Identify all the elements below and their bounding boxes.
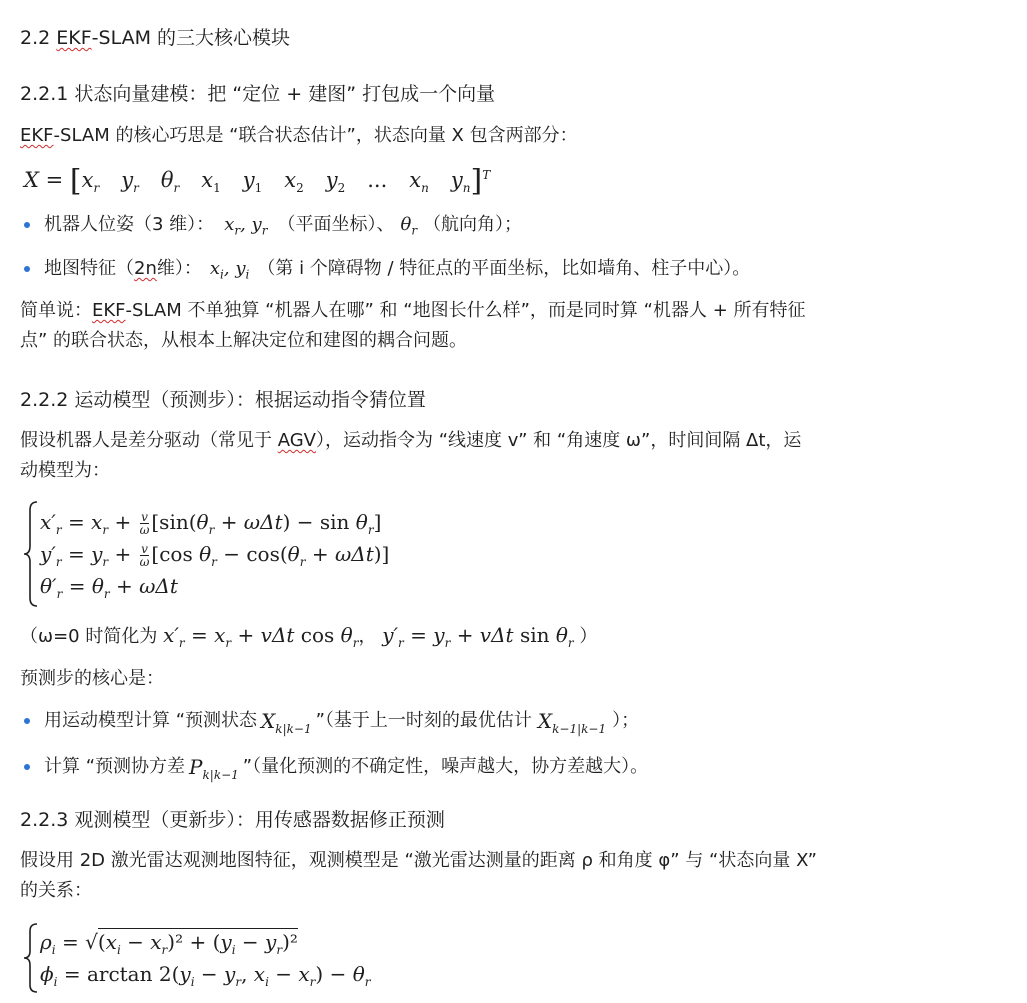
equation-rho: $\rho_i = √(x_i - x_r)^2 + (y_i - y_r)^2$	[40, 930, 298, 957]
left-brace-icon	[22, 922, 40, 994]
equation-phi: $\phi_i = \arctan 2(y_i - y_r$, $x_i - x_r) - \theta_r$	[40, 962, 371, 989]
equation-theta: $\theta'_r = \theta_r + \omega\Delta t$	[40, 574, 178, 601]
spellcheck-word: EKF	[92, 300, 126, 321]
bullet-icon	[24, 266, 30, 272]
paragraph-predict-core: 预测步的核心是：	[20, 668, 164, 689]
spellcheck-word: EKF	[20, 125, 54, 146]
spellcheck-word: EKF	[56, 27, 92, 49]
section-heading-2-2: 2.2 EKF-SLAM 的三大核心模块	[20, 27, 291, 49]
paragraph-summary: 简单说：EKF-SLAM 不单独算 “机器人在哪” 和 “地图长什么样”，而是同时算 “机器人 + 所有特征 点” 的联合状态，从根本上解决定位和建图的耦合问题。	[20, 300, 806, 351]
paragraph-motion-intro: 假设机器人是差分驱动（常见于 AGV），运动指令为 “线速度 v” 和 “角速度 ω”，时间间隔 Δt，运 动模型为：	[20, 430, 802, 481]
paragraph-observation-intro: 假设用 2D 激光雷达观测地图特征，观测模型是 “激光雷达测量的距离 ρ 和角度 φ” 与 “状态向量 X” 的关系：	[20, 850, 818, 901]
paragraph-omega-zero: （ω=0 时简化为 $x'_r = x_r + v\Delta t$ $\cos \theta_r$， $y'_r = y_r + v\Delta t$ $\sin \theta_r$ ）	[20, 623, 598, 650]
list-item: 用运动模型计算 “预测状态 $X_{k|k-1}$ ”（基于上一时刻的最优估计 $X_{k-1|k-1}$ ）；	[20, 706, 639, 736]
bullet-icon	[24, 718, 30, 724]
spellcheck-word: AGV	[277, 430, 316, 451]
left-brace-icon	[22, 500, 40, 608]
section-heading-2-2-2: 2.2.2 运动模型（预测步）：根据运动指令猜位置	[20, 389, 426, 411]
observation-model-equations	[22, 922, 371, 994]
bullet-icon	[24, 764, 30, 770]
state-vector-equation: $X = [x_r$ $y_r$ $\theta_r$ $x_1$ $y_1$ $x_2$ $y_2$ ... $x_n$ $y_n]^T$	[24, 163, 491, 199]
list-item: 计算 “预测协方差 $P_{k|k-1}$ ”（量化预测的不确定性，噪声越大，协方差越大）。	[20, 752, 648, 782]
list-item: 机器人位姿（3 维）： $x_r$, $y_r$ （平面坐标）、 $\theta_r$ （航向角）；	[20, 210, 522, 240]
list-item: 地图特征（ 2n 维）： $x_i$, $y_i$ （第 i 个障碍物 / 特征点的平面坐标，比如墙角、柱子中心）。	[20, 254, 750, 284]
spellcheck-word: 2n	[134, 258, 157, 279]
section-heading-2-2-3: 2.2.3 观测模型（更新步）：用传感器数据修正预测	[20, 809, 445, 831]
section-heading-2-2-1: 2.2.1 状态向量建模：把 “定位 + 建图” 打包成一个向量	[20, 83, 496, 105]
paragraph-state-intro: EKF-SLAM 的核心巧思是 “联合状态估计”，状态向量 X 包含两部分：	[20, 125, 578, 146]
bullet-icon	[24, 222, 30, 228]
motion-model-equations	[22, 500, 389, 608]
equation-y: $y'_r = y_r$ + $\frac{v}{\omega}$ [cos $\theta_r - \cos(\theta_r + \omega\Delta t)$]	[40, 542, 390, 569]
equation-x: $x'_r = x_r$ + $\frac{v}{\omega}$ $[\sin(\theta_r + \omega\Delta t) - \sin \theta_r]$	[40, 510, 382, 537]
